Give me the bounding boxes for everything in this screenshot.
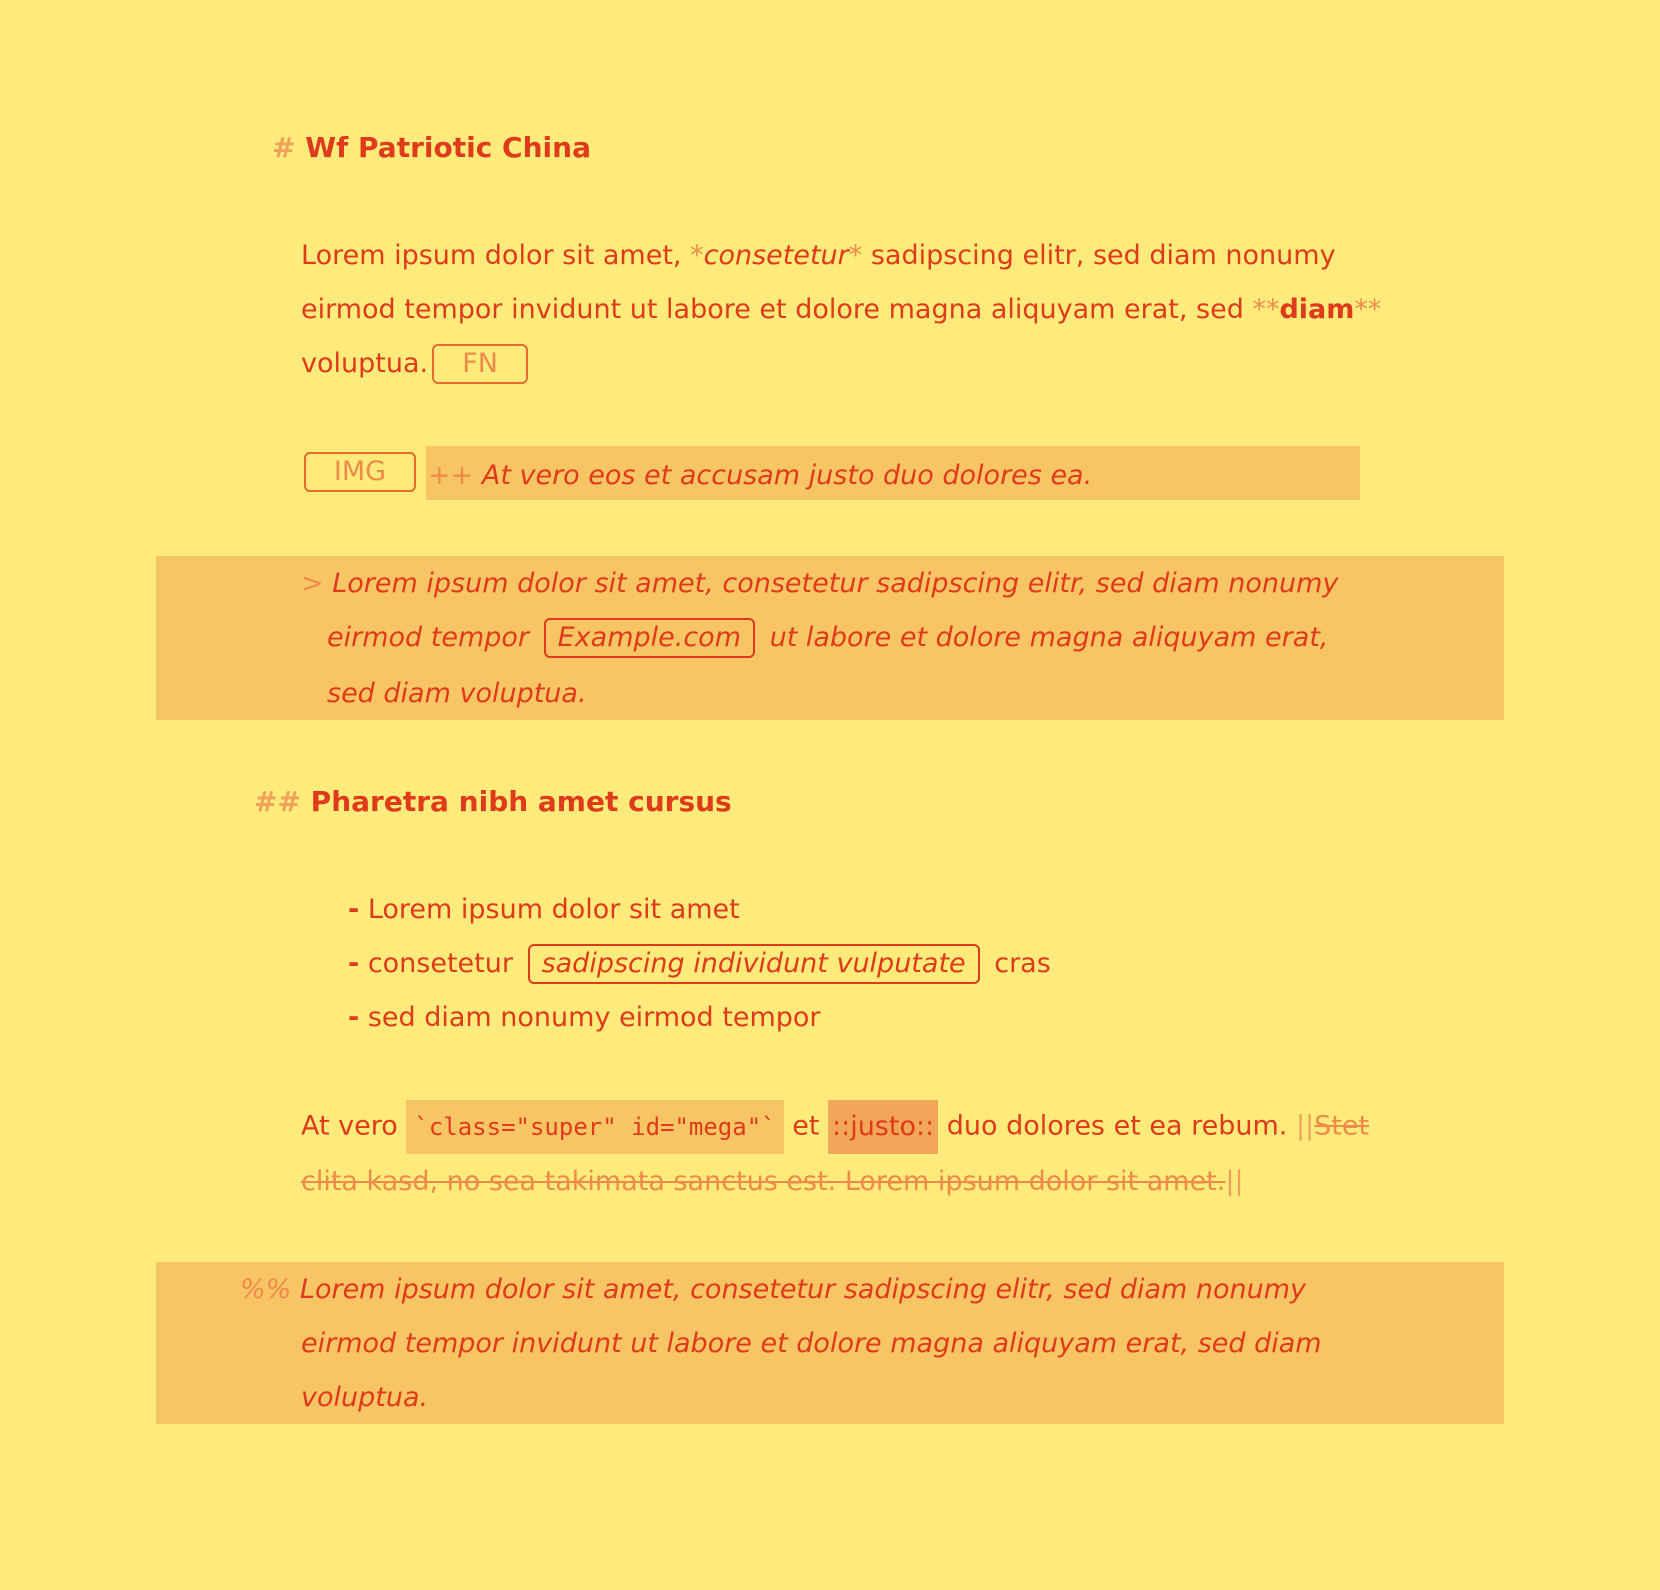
comment-marker: %%: [240, 1274, 292, 1305]
blockquote-text: sed diam voluptua.: [327, 678, 587, 709]
caption-text: At vero eos et accusam justo duo dolores ea.: [481, 460, 1093, 491]
comment-text: voluptua.: [301, 1382, 429, 1413]
emphasis-marker: *: [690, 240, 704, 271]
paragraph-text: duo dolores et ea rebum.: [946, 1110, 1288, 1142]
blockquote-text: ut labore et dolore magna aliquyam erat,: [769, 622, 1329, 653]
paragraph-1-line-1: [301, 236, 1336, 276]
emphasis-text: consetetur: [703, 240, 849, 271]
strong-marker: **: [1252, 294, 1280, 325]
paragraph-text: et: [792, 1110, 820, 1142]
image-button[interactable]: IMG: [304, 452, 416, 492]
inline-code: `class="super" id="mega"`: [406, 1100, 783, 1154]
heading-1-text: Wf Patriotic China: [305, 131, 591, 164]
heading-1: [272, 128, 591, 168]
blockquote-text: Lorem ipsum dolor sit amet, consetetur sadipscing elitr, sed diam nonumy: [332, 568, 1339, 599]
list-item: [348, 998, 821, 1038]
caption-marker: ++: [428, 460, 474, 491]
list-item-text: cras: [994, 948, 1051, 979]
heading-2-marker: ##: [254, 785, 301, 818]
emphasis-marker: *: [848, 240, 863, 271]
list-item-text: Lorem ipsum dolor sit amet: [367, 894, 740, 925]
paragraph-1-line-3: [301, 344, 528, 384]
paragraph-text: Lorem ipsum dolor sit amet,: [301, 240, 691, 271]
paragraph-text: eirmod tempor invidunt ut labore et dolore magna aliquyam erat, sed: [301, 294, 1253, 325]
paragraph-text: sadipscing elitr, sed diam nonumy: [862, 240, 1336, 271]
list-bullet: -: [348, 948, 360, 979]
heading-1-marker: #: [272, 131, 296, 164]
paragraph-2-line-2: [301, 1162, 1244, 1202]
image-caption: [428, 456, 1092, 496]
comment-text: eirmod tempor invidunt ut labore et dolore magna aliquyam erat, sed diam: [301, 1328, 1322, 1359]
paragraph-text: At vero: [301, 1110, 398, 1142]
blockquote-text: eirmod tempor: [327, 622, 530, 653]
paragraph-1-line-2: [301, 290, 1381, 330]
comment-line-2: [301, 1324, 1322, 1364]
list-bullet: -: [348, 1002, 360, 1033]
paragraph-2-line-1: [301, 1100, 1369, 1154]
list-item: [348, 890, 740, 930]
strong-marker: **: [1354, 294, 1382, 325]
strikethrough-text: clita kasd, no sea takimata sanctus est. Lorem ipsum dolor sit amet.: [301, 1166, 1226, 1197]
list-item-text: sed diam nonumy eirmod tempor: [367, 1002, 821, 1033]
heading-2: [254, 782, 732, 822]
list-bullet: -: [348, 894, 360, 925]
strikethrough-text: Stet: [1314, 1110, 1370, 1142]
comment-line-1: [240, 1270, 1306, 1310]
blockquote-line-1: [301, 564, 1338, 604]
blockquote-line-3: [327, 674, 587, 714]
inline-tag-box[interactable]: sadipscing individunt vulputate: [528, 944, 980, 984]
blockquote-marker: >: [301, 568, 324, 599]
comment-text: Lorem ipsum dolor sit amet, consetetur sadipscing elitr, sed diam nonumy: [299, 1274, 1307, 1305]
heading-2-text: Pharetra nibh amet cursus: [310, 785, 732, 818]
footnote-button[interactable]: FN: [432, 344, 528, 384]
image-line: [304, 452, 416, 492]
comment-line-3: [301, 1378, 428, 1418]
spoiler-marker: ||: [1295, 1110, 1315, 1142]
spoiler-marker: ||: [1225, 1166, 1244, 1197]
blockquote-line-2: [327, 618, 1329, 658]
list-item: [348, 944, 1051, 984]
paragraph-text: voluptua.: [301, 348, 429, 379]
strong-text: diam: [1279, 294, 1355, 325]
list-item-text: consetetur: [367, 948, 513, 979]
link-example[interactable]: Example.com: [544, 618, 755, 658]
highlight-text: ::justo::: [828, 1100, 938, 1154]
